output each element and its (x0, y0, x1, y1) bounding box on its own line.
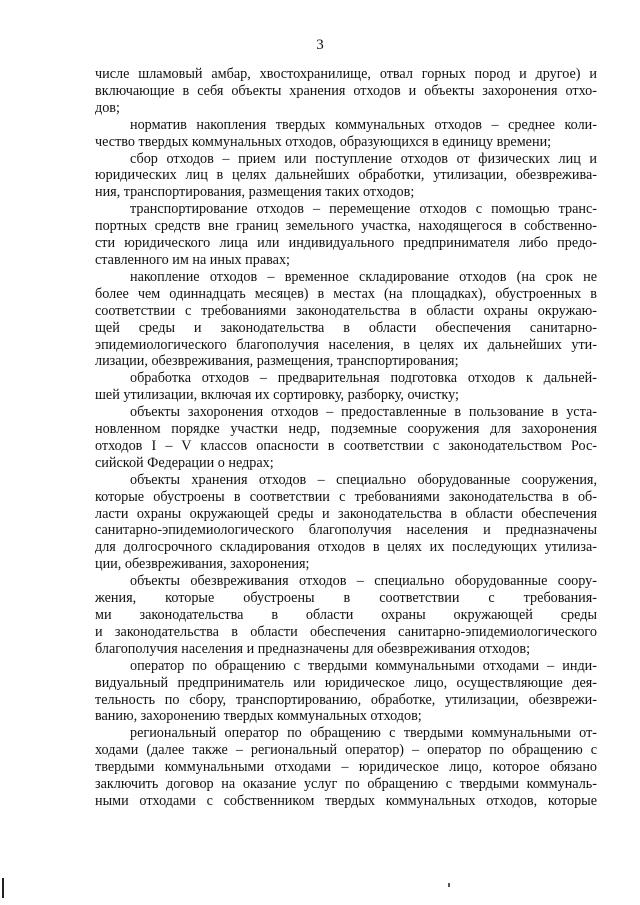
text-line: сбор отходов – прием или поступление отходов от физических лиц и (130, 150, 597, 167)
text-line: дов; (95, 99, 120, 116)
text-line: лизации, обезвреживания, размещения, транспортирования; (95, 353, 459, 370)
text-line: портных средств вне границ земельного участка, находящегося в собственно- (95, 218, 597, 235)
text-line: тельность по сбору, транспортированию, обработке, утилизации, обезврежи- (95, 691, 597, 708)
scan-margin-mark (2, 878, 4, 898)
text-line: сийской Федерации о недрах; (95, 454, 274, 471)
text-line: накопление отходов – временное складирование отходов (на срок не (130, 268, 597, 285)
text-line: ласти охраны окружающей среды и законодательства в области обеспечения (95, 505, 597, 522)
text-line: соответствии с требованиями законодательства в области охраны окружаю- (95, 302, 597, 319)
text-line: благополучия населения и предназначены для обезвреживания отходов; (95, 640, 531, 657)
text-line: ния, транспортирования, размещения таких отходов; (95, 184, 415, 201)
text-line: региональный оператор по обращению с твердыми коммунальными от- (130, 725, 597, 742)
text-line: которые обустроены в соответствии с требованиями законодательства в об- (95, 488, 597, 505)
text-line: заключить договор на оказание услуг по обращению с твердыми коммуналь- (95, 776, 597, 793)
text-line: эпидемиологического благополучия населения, в целях их дальнейших ути- (95, 336, 597, 353)
text-line: юридических лиц в целях дальнейших обработки, утилизации, обезврежива- (95, 167, 597, 184)
text-line: видуальный предприниматель или юридическое лицо, осуществляющие дея- (95, 674, 597, 691)
text-line: более чем одиннадцать месяцев) в местах (на площадках), обустроенных в (95, 285, 597, 302)
text-line: ходами (далее также – региональный оператор) – оператор по обращению с (95, 742, 597, 759)
text-line: ставленного им на иных правах; (95, 251, 290, 268)
text-line: объекты хранения отходов – специально оборудованные сооружения, (130, 471, 597, 488)
text-line: и законодательства в области обеспечения санитарно-эпидемиологического (95, 623, 597, 640)
text-line: ными отходами с собственником твердых коммунальных отходов, которые (95, 792, 597, 809)
text-line: объекты захоронения отходов – предоставленные в пользование в уста- (130, 404, 597, 421)
text-line: ции, обезвреживания, захоронения; (95, 556, 310, 573)
text-line: включающие в себя объекты хранения отходов и объекты захоронения отхо- (95, 82, 597, 99)
text-line: оператор по обращению с твердыми коммунальными отходами – инди- (130, 657, 597, 674)
text-line: ми законодательства в области охраны окружающей среды (95, 607, 597, 623)
text-line: новленном порядке участки недр, подземные сооружения для захоронения (95, 421, 597, 438)
scan-speck (448, 883, 450, 887)
text-line: обработка отходов – предварительная подготовка отходов к дальней- (130, 370, 597, 387)
text-line: числе шламовый амбар, хвостохранилище, отвал горных пород и другое) и (95, 66, 597, 82)
text-line: сти юридического лица или индивидуального предпринимателя либо предо- (95, 235, 597, 252)
document-body (95, 66, 597, 810)
text-line: чество твердых коммунальных отходов, образующихся в единицу времени; (95, 133, 552, 150)
text-line: шей утилизации, включая их сортировку, разборку, очистку; (95, 387, 459, 404)
text-line: для долгосрочного складирования отходов в целях их последующих утилиза- (95, 539, 597, 556)
text-line: объекты обезвреживания отходов – специально оборудованные соору- (130, 573, 597, 590)
text-line: ванию, захоронению твердых коммунальных отходов; (95, 708, 422, 725)
text-line: жения, которые обустроены в соответствии с требования- (95, 590, 597, 607)
text-line: отходов I – V классов опасности в соответствии с законодательством Рос- (95, 437, 597, 454)
text-line: щей среды и законодательства в области обеспечения санитарно- (95, 319, 597, 336)
text-line: санитарно-эпидемиологического благополучия населения и предназначены (95, 522, 597, 539)
text-line: твердыми коммунальными отходами – юридическое лицо, которое обязано (95, 759, 597, 776)
text-line: норматив накопления твердых коммунальных отходов – среднее коли- (130, 116, 597, 133)
text-line: транспортирование отходов – перемещение отходов с помощью транс- (130, 201, 597, 218)
page-number: 3 (316, 37, 324, 53)
